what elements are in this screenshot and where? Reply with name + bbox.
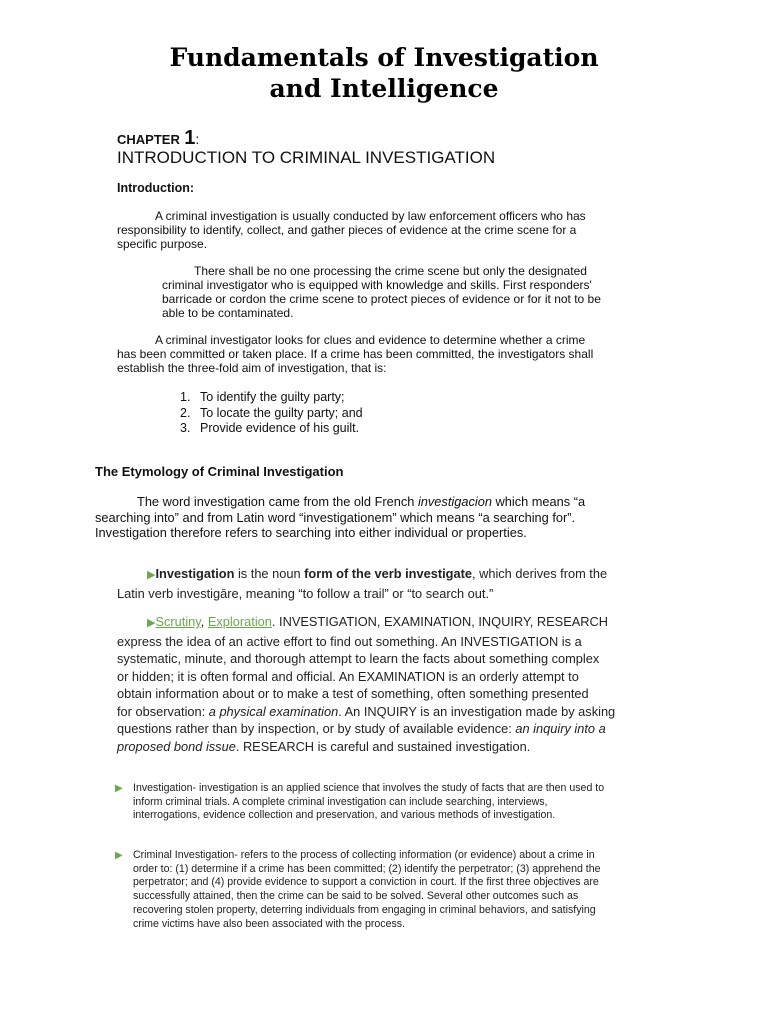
text-run: . An INQUIRY is an investigation made by asking — [338, 703, 616, 719]
text-run: questions rather than by inspection, or by study of available evidence: — [117, 721, 516, 736]
text-run: . RESEARCH is careful and sustained investigation. — [235, 738, 531, 754]
text-line: barricade or cordon the crime scene to protect pieces of evidence or for it not to be — [162, 292, 601, 306]
text-run: The word investigation came from the old French — [137, 494, 418, 509]
text-line: able to be contaminated. — [162, 306, 294, 320]
triangle-bullet-icon: ▶ — [147, 569, 156, 581]
document-title — [0, 42, 768, 104]
text-line: A criminal investigator looks for clues and evidence to determine whether a crime — [155, 333, 586, 347]
chapter-title: INTRODUCTION TO CRIMINAL INVESTIGATION — [117, 148, 496, 167]
text-line: express the idea of an active effort to find out something. An INVESTIGATION is a — [117, 633, 582, 649]
text-line: interrogations, evidence collection and preservation, and various methods of investigation. — [133, 809, 556, 822]
text-line: There shall be no one processing the crime scene but only the designated — [194, 264, 587, 278]
intro-paragraph-2 — [162, 264, 644, 320]
definition-paragraph — [117, 565, 677, 602]
text-line: Investigation therefore refers to searching into either individual or properties. — [95, 525, 527, 540]
intro-heading: Introduction: — [117, 181, 195, 195]
triangle-bullet-icon: ▶ — [115, 783, 123, 794]
text-line: successfully attained, then the crime can be said to be solved. Several other outcomes such as — [133, 890, 579, 903]
text-line: systematic, minute, and thorough attempt to learn the facts about something complex — [117, 651, 600, 666]
list-text: Provide evidence of his guilt. — [200, 421, 360, 435]
italic-term: investigacion — [417, 494, 492, 509]
scrutiny-link[interactable]: Scrutiny — [155, 614, 201, 629]
italic-example: an inquiry into a — [515, 721, 606, 736]
text-line: obtain information about or to make a test of something, often something presented — [117, 686, 589, 701]
list-item — [180, 390, 363, 406]
text-line: responsibility to identify, collect, and gather pieces of evidence at the crime scene for a — [117, 223, 577, 237]
text-line: Investigation- investigation is an applied science that involves the study of facts that are then used to — [133, 782, 605, 794]
text-line: A criminal investigation is usually conducted by law enforcement officers who has — [155, 209, 586, 223]
text-run: . INVESTIGATION, EXAMINATION, INQUIRY, RESEARCH — [271, 614, 608, 629]
text-line — [117, 565, 677, 585]
bold-term: form of the verb investigate — [304, 566, 472, 581]
bold-term: Investigation — [155, 566, 235, 581]
text-line: or hidden; it is often formal and official. An EXAMINATION is an orderly attempt to — [117, 668, 579, 684]
text-line: inform criminal trials. A complete criminal investigation can include searching, interviews, — [133, 795, 548, 808]
list-text: To identify the guilty party; — [200, 390, 345, 404]
text-line: has been committed or taken place. If a crime has been committed, the investigators shall — [117, 347, 594, 361]
text-line — [117, 720, 677, 738]
chapter-colon: : — [195, 131, 200, 147]
text-line: order to: (1) determine if a crime has been committed; (2) identify the perpetrator; (3) apprehend the — [133, 862, 601, 875]
text-line: Latin verb investigāre, meaning “to follow a trail” or “to search out.” — [117, 585, 494, 601]
text-line: crime victims have also been associated with the process. — [133, 917, 406, 930]
list-text: To locate the guilty party; and — [200, 405, 363, 420]
title-line-2: and Intelligence — [269, 74, 499, 103]
etymology-heading: The Etymology of Criminal Investigation — [95, 464, 344, 479]
text-line — [117, 613, 677, 633]
intro-paragraph-1 — [117, 209, 644, 251]
chapter-number: 1 — [184, 127, 196, 149]
text-line: criminal investigator who is equipped with knowledge and skills. First responders' — [162, 278, 592, 292]
text-run: , which derives from the — [471, 566, 608, 581]
text-run: which means “a — [491, 494, 586, 509]
list-number: 3. — [180, 421, 191, 435]
title-line-1: Fundamentals of Investigation — [169, 43, 599, 72]
text-run: for observation: — [117, 703, 209, 719]
text-line: recovering stolen property, deterring individuals from engaging in criminal behaviors, and satisfying — [133, 903, 596, 916]
text-line: searching into” and from Latin word “investigationem” which means “a searching for”. — [95, 509, 576, 525]
exploration-link[interactable]: Exploration — [207, 614, 272, 629]
text-line — [117, 738, 677, 756]
chapter-label — [117, 127, 199, 150]
italic-example: proposed bond issue — [117, 738, 236, 754]
triangle-bullet-icon: ▶ — [115, 850, 123, 861]
list-item — [180, 421, 363, 437]
text-line: specific purpose. — [117, 237, 208, 251]
text-line: establish the three-fold aim of investigation, that is: — [117, 361, 387, 375]
synonyms-paragraph — [117, 613, 677, 755]
list-number: 1. — [180, 390, 191, 404]
text-run: , — [200, 614, 208, 629]
italic-example: a physical examination — [208, 703, 339, 719]
text-line: perpetrator; and (4) provide evidence to support a conviction in court. If the first three objectives are — [133, 876, 599, 889]
chapter-word: CHAPTER — [117, 132, 180, 147]
text-line: Criminal Investigation- refers to the process of collecting information (or evidence) about a crime in — [133, 849, 595, 861]
triangle-bullet-icon: ▶ — [147, 617, 156, 629]
list-item — [180, 406, 363, 422]
list-number: 2. — [180, 405, 191, 420]
criminal-investigation-bullet — [133, 849, 673, 931]
etymology-paragraph — [95, 494, 665, 541]
aim-list — [180, 390, 363, 437]
investigation-bullet — [133, 782, 673, 823]
text-line — [117, 703, 677, 721]
text-run: is the noun — [234, 566, 305, 581]
text-line — [95, 494, 665, 510]
intro-paragraph-3 — [117, 333, 644, 375]
